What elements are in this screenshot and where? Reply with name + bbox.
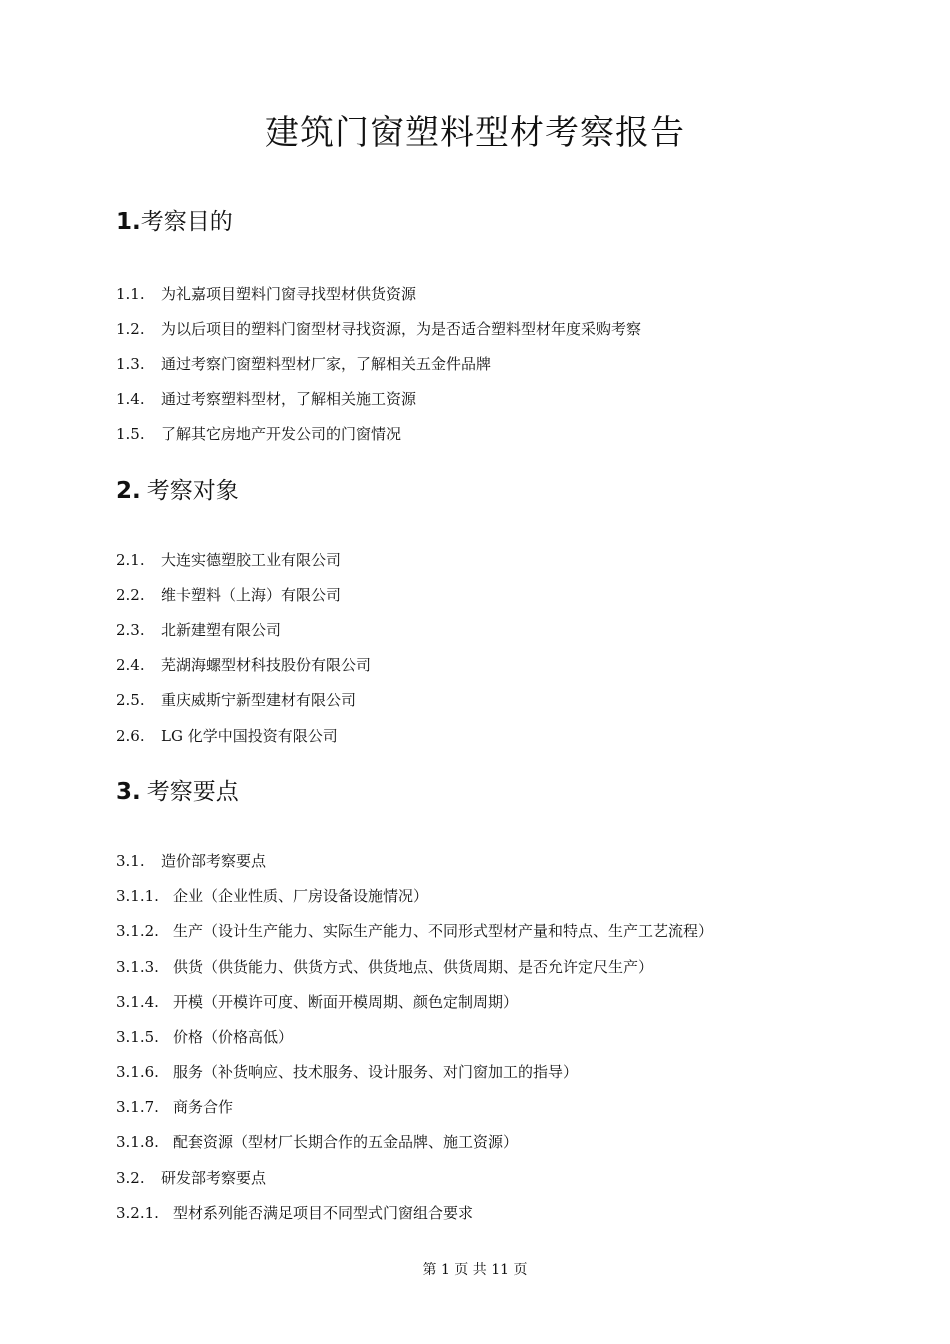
section-heading-2 bbox=[116, 472, 239, 505]
list-item bbox=[116, 1025, 293, 1049]
document-title: 建筑门窗塑料型材考察报告 bbox=[265, 113, 685, 153]
item-number: 2.2. bbox=[116, 586, 145, 604]
item-text: 大连实德塑胶工业有限公司 bbox=[161, 551, 342, 569]
list-item bbox=[116, 618, 281, 642]
item-number: 3.1.7. bbox=[116, 1098, 159, 1116]
section-number: 1. bbox=[116, 209, 141, 235]
section-heading-1 bbox=[116, 203, 233, 236]
item-number: 2.3. bbox=[116, 621, 145, 639]
item-number: 2.5. bbox=[116, 691, 145, 709]
item-text: 研发部考察要点 bbox=[161, 1169, 267, 1187]
item-text: 商务合作 bbox=[173, 1098, 234, 1116]
item-text: 维卡塑料（上海）有限公司 bbox=[161, 586, 342, 604]
list-item bbox=[116, 955, 653, 979]
list-item bbox=[116, 387, 416, 411]
item-text: 生产（设计生产能力、实际生产能力、不同形式型材产量和特点、生产工艺流程） bbox=[173, 922, 714, 940]
item-text: 供货（供货能力、供货方式、供货地点、供货周期、是否允许定尺生产） bbox=[173, 958, 654, 976]
list-item bbox=[116, 422, 401, 446]
list-item bbox=[116, 688, 356, 712]
list-item bbox=[116, 548, 341, 572]
item-number: 1.2. bbox=[116, 320, 145, 338]
list-item bbox=[116, 352, 491, 376]
item-text: 通过考察塑料型材，了解相关施工资源 bbox=[161, 390, 417, 408]
section-number: 3. bbox=[116, 779, 141, 805]
item-text: 芜湖海螺型材科技股份有限公司 bbox=[161, 656, 372, 674]
list-item bbox=[116, 1201, 473, 1225]
item-text: 企业（企业性质、厂房设备设施情况） bbox=[173, 887, 429, 905]
list-item bbox=[116, 884, 428, 908]
page-footer: 第 1 页 共 11 页 bbox=[422, 1262, 528, 1278]
item-number: 3.1.2. bbox=[116, 922, 159, 940]
item-text: 价格（价格高低） bbox=[173, 1028, 294, 1046]
item-number: 1.1. bbox=[116, 285, 145, 303]
list-item bbox=[116, 282, 416, 306]
section-label: 考察目的 bbox=[140, 209, 233, 235]
item-text: 型材系列能否满足项目不同型式门窗组合要求 bbox=[173, 1204, 474, 1222]
list-item bbox=[116, 317, 641, 341]
item-number: 3.2.1. bbox=[116, 1204, 159, 1222]
section-heading-3 bbox=[116, 773, 239, 806]
item-text: 北新建塑有限公司 bbox=[161, 621, 282, 639]
item-number: 3.1. bbox=[116, 852, 145, 870]
list-item bbox=[116, 724, 338, 748]
list-item bbox=[116, 1130, 518, 1154]
item-text: 造价部考察要点 bbox=[161, 852, 267, 870]
item-number: 3.1.8. bbox=[116, 1133, 159, 1151]
item-number: 2.1. bbox=[116, 551, 145, 569]
list-item bbox=[116, 583, 341, 607]
item-text: 通过考察门窗塑料型材厂家，了解相关五金件品牌 bbox=[161, 355, 492, 373]
item-text: 重庆威斯宁新型建材有限公司 bbox=[161, 691, 357, 709]
item-text: 为以后项目的塑料门窗型材寻找资源，为是否适合塑料型材年度采购考察 bbox=[161, 320, 642, 338]
item-text: 为礼嘉项目塑料门窗寻找型材供货资源 bbox=[161, 285, 417, 303]
item-text: 了解其它房地产开发公司的门窗情况 bbox=[161, 425, 402, 443]
list-item bbox=[116, 1095, 233, 1119]
item-text: LG 化学中国投资有限公司 bbox=[161, 727, 338, 745]
item-text: 服务（补货响应、技术服务、设计服务、对门窗加工的指导） bbox=[173, 1063, 579, 1081]
item-number: 1.3. bbox=[116, 355, 145, 373]
item-text: 配套资源（型材厂长期合作的五金品牌、施工资源） bbox=[173, 1133, 519, 1151]
item-text: 开模（开模许可度、断面开模周期、颜色定制周期） bbox=[173, 993, 519, 1011]
item-number: 2.6. bbox=[116, 727, 145, 745]
list-item bbox=[116, 653, 371, 677]
item-number: 3.1.5. bbox=[116, 1028, 159, 1046]
item-number: 3.2. bbox=[116, 1169, 145, 1187]
list-item bbox=[116, 1166, 266, 1190]
section-label: 考察要点 bbox=[146, 779, 239, 805]
list-item bbox=[116, 1060, 578, 1084]
list-item bbox=[116, 919, 713, 943]
section-number: 2. bbox=[116, 478, 141, 504]
section-label: 考察对象 bbox=[146, 478, 239, 504]
list-item bbox=[116, 990, 518, 1014]
item-number: 1.4. bbox=[116, 390, 145, 408]
item-number: 3.1.3. bbox=[116, 958, 159, 976]
item-number: 3.1.4. bbox=[116, 993, 159, 1011]
item-number: 3.1.1. bbox=[116, 887, 159, 905]
item-number: 3.1.6. bbox=[116, 1063, 159, 1081]
list-item bbox=[116, 849, 266, 873]
item-number: 1.5. bbox=[116, 425, 145, 443]
item-number: 2.4. bbox=[116, 656, 145, 674]
